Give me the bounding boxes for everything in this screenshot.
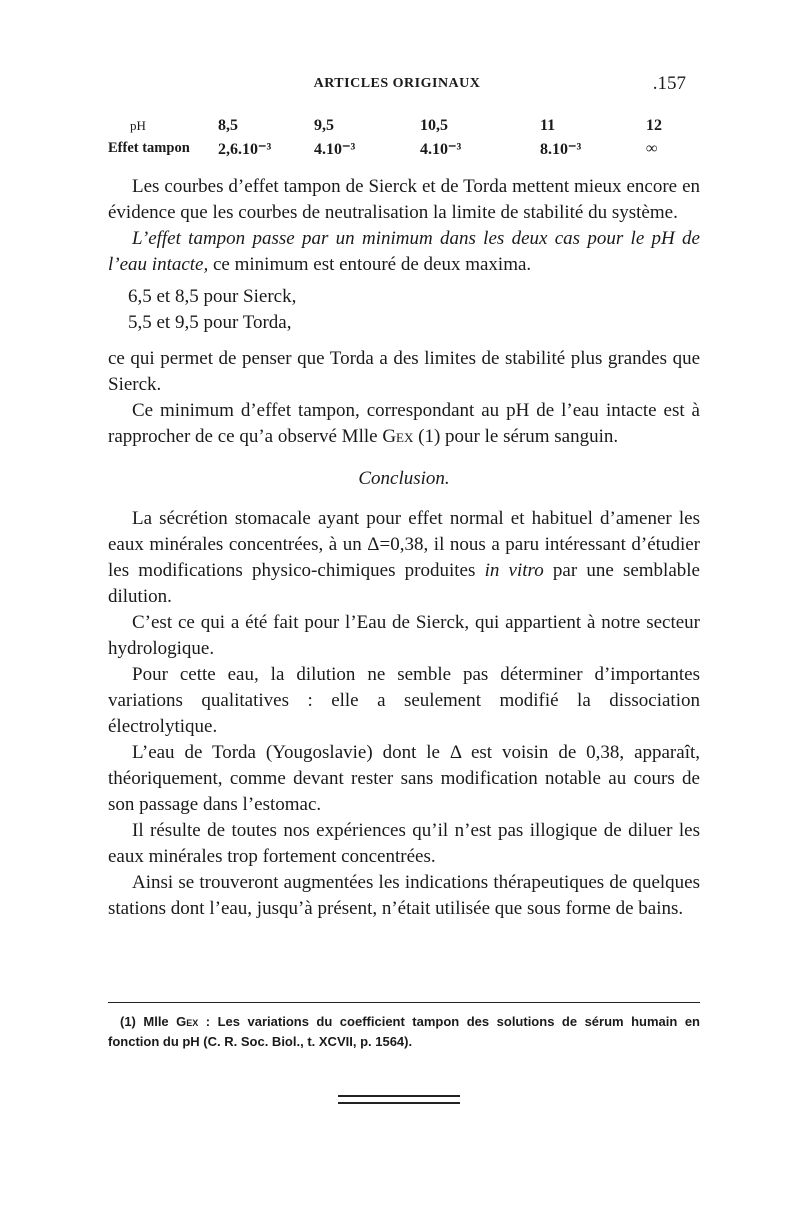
paragraph-text: La sécrétion stomacale ayant pour effet normal et habituel d’amener les eaux minérales concentrées, à un Δ=0,38, il nous a paru intéressant d’étudier les modifications physico-chimiques produites [108,508,700,581]
table-cell: 8,5 [218,116,238,134]
paragraph: Il résulte de toutes nos expériences qu’il n’est pas illogique de diluer les eaux minérales trop fortement concentrées. [108,820,700,867]
table-cell: 10,5 [420,116,448,134]
table-cell: 4.10⁻³ [314,140,356,158]
footnote-text: , t. XCVII, p. 1564). [300,1034,413,1049]
footnote [108,1012,700,1052]
table-row-label: pH [130,117,146,133]
paragraph-text: par une semblable dilution. [108,560,700,607]
author-name: Gex [382,426,414,447]
paragraph: Les courbes d’effet tampon de Sierck et de Torda mettent mieux encore en évidence que les courbes de neutralisation la limite de stabilité du système. [108,176,700,223]
paragraph: L’eau de Torda (Yougoslavie) dont le Δ est voisin de 0,38, apparaît, théoriquement, comme devant rester sans modification notable au cours de son passage dans l’estomac. [108,742,700,815]
body-text [108,174,700,922]
footnote-rule [108,1002,700,1003]
paragraph: ce qui permet de penser que Torda a des limites de stabilité plus grandes que Sierck. [108,348,700,395]
table-row-label: Effet tampon [108,140,190,156]
limits-list [128,284,700,336]
section-heading: Conclusion. [358,468,450,489]
table-row-buffer-effect [108,137,686,160]
paragraph [108,226,700,278]
paragraph [108,506,700,610]
end-ornament-rule [338,1095,460,1104]
journal-title: C. R. Soc. Biol. [207,1034,301,1049]
table-cell: 11 [540,116,556,134]
table-cell: 12 [646,116,662,134]
paragraph-text: Ce minimum d’effet tampon, correspondant au pH de l’eau intacte est à rapprocher de ce qu’a observé Mlle [108,400,700,447]
paragraph: Pour cette eau, la dilution ne semble pas déterminer d’importantes variations qualitatives : elle a seulement modifié la dissociation électrolytique. [108,664,700,737]
running-head [108,73,686,100]
table-cell: 2,6.10⁻³ [218,140,272,158]
paragraph: Ainsi se trouveront augmentées les indications thérapeutiques de quelques stations dont l’eau, jusqu’à présent, n’était utilisée que sous forme de bains. [108,872,700,919]
table-cell: ∞ [646,139,658,157]
italic-statement: L’effet tampon passe par un minimum dans les deux cas pour le pH de l’eau intacte, [108,228,700,275]
list-item: 5,5 et 9,5 pour Torda, [128,312,292,333]
list-item: 6,5 et 8,5 pour Sierck, [128,286,297,307]
paragraph-text: ce minimum est entouré de deux maxima. [208,254,532,275]
table-row-ph [108,114,686,137]
table-cell: 4.10⁻³ [420,140,462,158]
footnote-text: (1) Mlle [120,1014,177,1029]
footnote-text: : Les variations du coefficient tampon des solutions de sérum humain en fonction du pH ( [108,1014,700,1049]
paragraph-text: (1) pour le sérum sanguin. [413,426,619,447]
paragraph [108,398,700,450]
paragraph: C’est ce qui a été fait pour l’Eau de Sierck, qui appartient à notre secteur hydrologique. [108,612,700,659]
table-cell: 8.10⁻³ [540,140,582,158]
running-title: ARTICLES ORIGINAUX [313,76,481,91]
buffer-effect-table [108,114,686,160]
page-number: .157 [652,73,686,94]
author-name: Gex [176,1014,199,1029]
italic-term: in vitro [484,560,544,581]
table-cell: 9,5 [314,116,334,134]
